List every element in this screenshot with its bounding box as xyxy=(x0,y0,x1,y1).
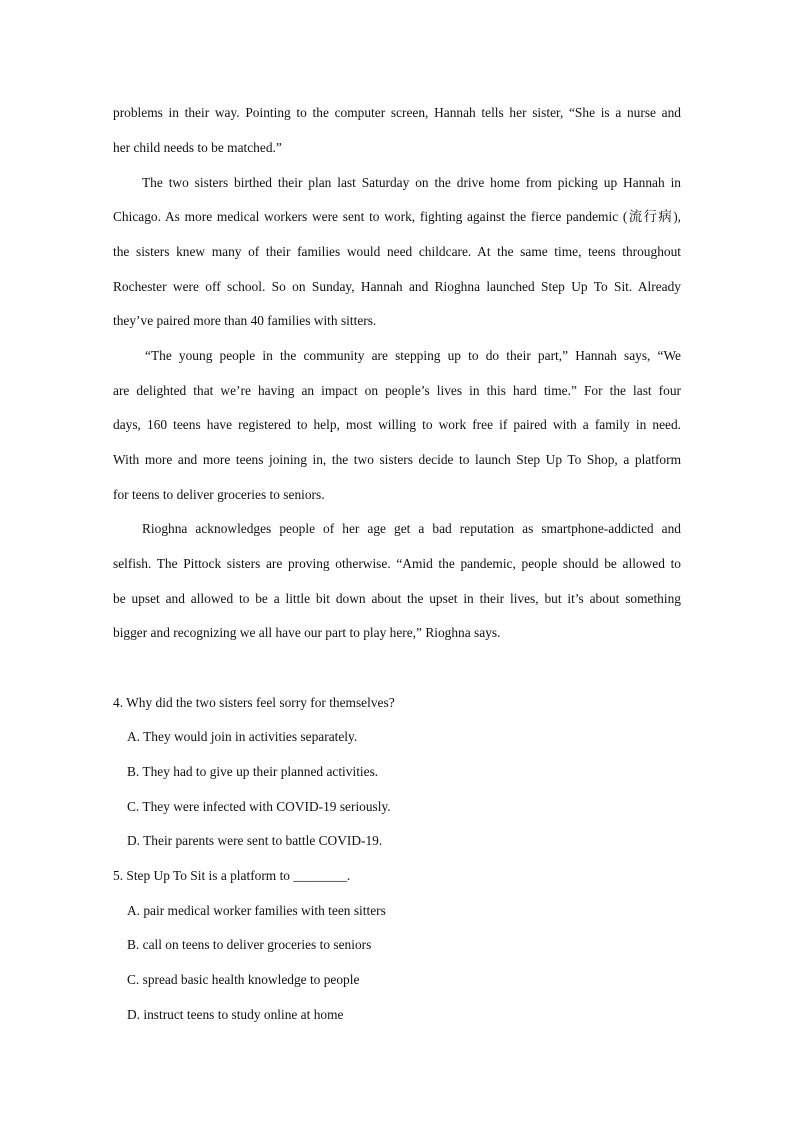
passage-line: her child needs to be matched.” xyxy=(113,140,282,155)
passage-line: The two sisters birthed their plan last Saturday on the drive home from picking up Hannah in xyxy=(142,175,681,190)
answer-option-d: D. Their parents were sent to battle COVID-19. xyxy=(127,833,383,848)
passage-line: Rioghna acknowledges people of her age get a bad reputation as smartphone-addicted and xyxy=(142,521,681,536)
passage-line: problems in their way. Pointing to the computer screen, Hannah tells her sister, “She is a nurse and xyxy=(113,105,681,120)
passage-line: With more and more teens joining in, the two sisters decide to launch Step Up To Shop, a platform xyxy=(113,452,681,467)
passage-line: Chicago. As more medical workers were sent to work, fighting against the fierce pandemic (流行病), xyxy=(113,209,681,224)
passage-line: bigger and recognizing we all have our part to play here,” Rioghna says. xyxy=(113,625,501,640)
answer-option-d: D. instruct teens to study online at home xyxy=(127,1007,344,1022)
passage-line: Rochester were off school. So on Sunday, Hannah and Rioghna launched Step Up To Sit. Already xyxy=(113,279,681,294)
answer-option-b: B. call on teens to deliver groceries to seniors xyxy=(127,937,372,952)
passage-line: selfish. The Pittock sisters are proving otherwise. “Amid the pandemic, people should be allowed to xyxy=(113,556,681,571)
passage-line: be upset and allowed to be a little bit down about the upset in their lives, but it’s about something xyxy=(113,591,681,606)
question-stem: 5. Step Up To Sit is a platform to ________. xyxy=(113,868,351,883)
passage-line: they’ve paired more than 40 families with sitters. xyxy=(113,313,377,328)
passage-line: “The young people in the community are stepping up to do their part,” Hannah says, “We xyxy=(145,348,681,363)
passage-line: days, 160 teens have registered to help, most willing to work free if paired with a family in need. xyxy=(113,417,681,432)
answer-option-a: A. pair medical worker families with teen sitters xyxy=(127,903,386,918)
answer-option-c: C. spread basic health knowledge to people xyxy=(127,972,360,987)
answer-option-b: B. They had to give up their planned activities. xyxy=(127,764,379,779)
passage-line: are delighted that we’re having an impact on people’s lives in this hard time.” For the last four xyxy=(113,383,681,398)
passage-line: the sisters knew many of their families would need childcare. At the same time, teens throughout xyxy=(113,244,681,259)
question-stem: 4. Why did the two sisters feel sorry for themselves? xyxy=(113,695,395,710)
passage-line: for teens to deliver groceries to seniors. xyxy=(113,487,325,502)
answer-option-c: C. They were infected with COVID-19 seriously. xyxy=(127,799,391,814)
answer-option-a: A. They would join in activities separately. xyxy=(127,729,358,744)
